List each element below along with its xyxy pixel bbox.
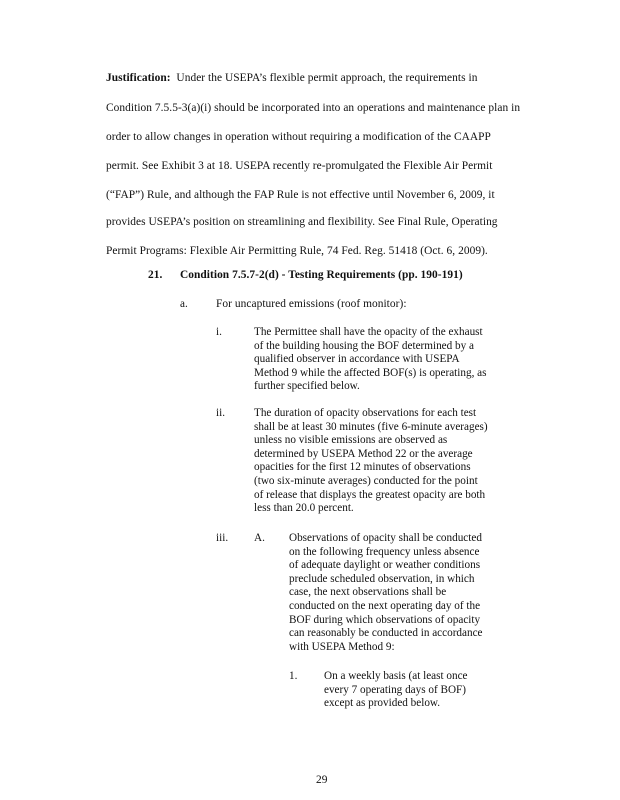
item-ii-text: The duration of opacity observations for each test shall be at least 30 minutes (five 6-minute averages) unless no visible emissions are observed as determined by USEPA Method 22 or the average opacities for the first 12 minutes of observations (two six-minute averages) conducted for the point of release that displays the greatest opacity are both less than 20.0 percent. <box>254 407 488 515</box>
justification-line-7: Permit Programs: Flexible Air Permitting Rule, 74 Fed. Reg. 51418 (Oct. 6, 2009). <box>106 245 488 257</box>
justification-line-3: order to allow changes in operation without requiring a modification of the CAAPP <box>106 131 491 143</box>
item-a-label: a. <box>180 298 188 310</box>
justification-text: Under the USEPA’s flexible permit approach, the requirements in <box>176 72 478 84</box>
item-i-label: i. <box>216 326 222 338</box>
item-1-label: 1. <box>289 670 298 682</box>
item-i-text: The Permittee shall have the opacity of the exhaust of the building housing the BOF determined by a qualified observer in accordance with USEPA Method 9 while the affected BOF(s) is operating, as further specified below. <box>254 326 487 393</box>
justification-line-1 <box>106 72 477 84</box>
page-number: 29 <box>316 774 328 786</box>
item-iii-sub-label: A. <box>254 532 265 544</box>
condition-heading: Condition 7.5.7-2(d) - Testing Requirements (pp. 190-191) <box>180 269 463 281</box>
item-iii-text: Observations of opacity shall be conducted on the following frequency unless absence of adequate daylight or weather conditions preclude scheduled observation, in which case, the next observations shall be conducted on the next operating day of the BOF during which observations of opacity can reasonably be conducted in accordance with USEPA Method 9: <box>289 532 483 653</box>
item-1-text: On a weekly basis (at least once every 7 operating days of BOF) except as provided below. <box>324 670 468 710</box>
item-iii-label: iii. <box>216 532 229 544</box>
condition-number: 21. <box>148 269 163 281</box>
justification-line-5: (“FAP”) Rule, and although the FAP Rule is not effective until November 6, 2009, it <box>106 189 495 201</box>
item-ii-label: ii. <box>216 407 226 419</box>
justification-line-6: provides USEPA’s position on streamlining and flexibility. See Final Rule, Operating <box>106 216 498 228</box>
justification-line-2: Condition 7.5.5-3(a)(i) should be incorporated into an operations and maintenance plan in <box>106 102 521 114</box>
item-a-text: For uncaptured emissions (roof monitor): <box>216 298 407 310</box>
justification-label: Justification: <box>106 72 171 84</box>
justification-line-4: permit. See Exhibit 3 at 18. USEPA recently re-promulgated the Flexible Air Permit <box>106 160 493 172</box>
